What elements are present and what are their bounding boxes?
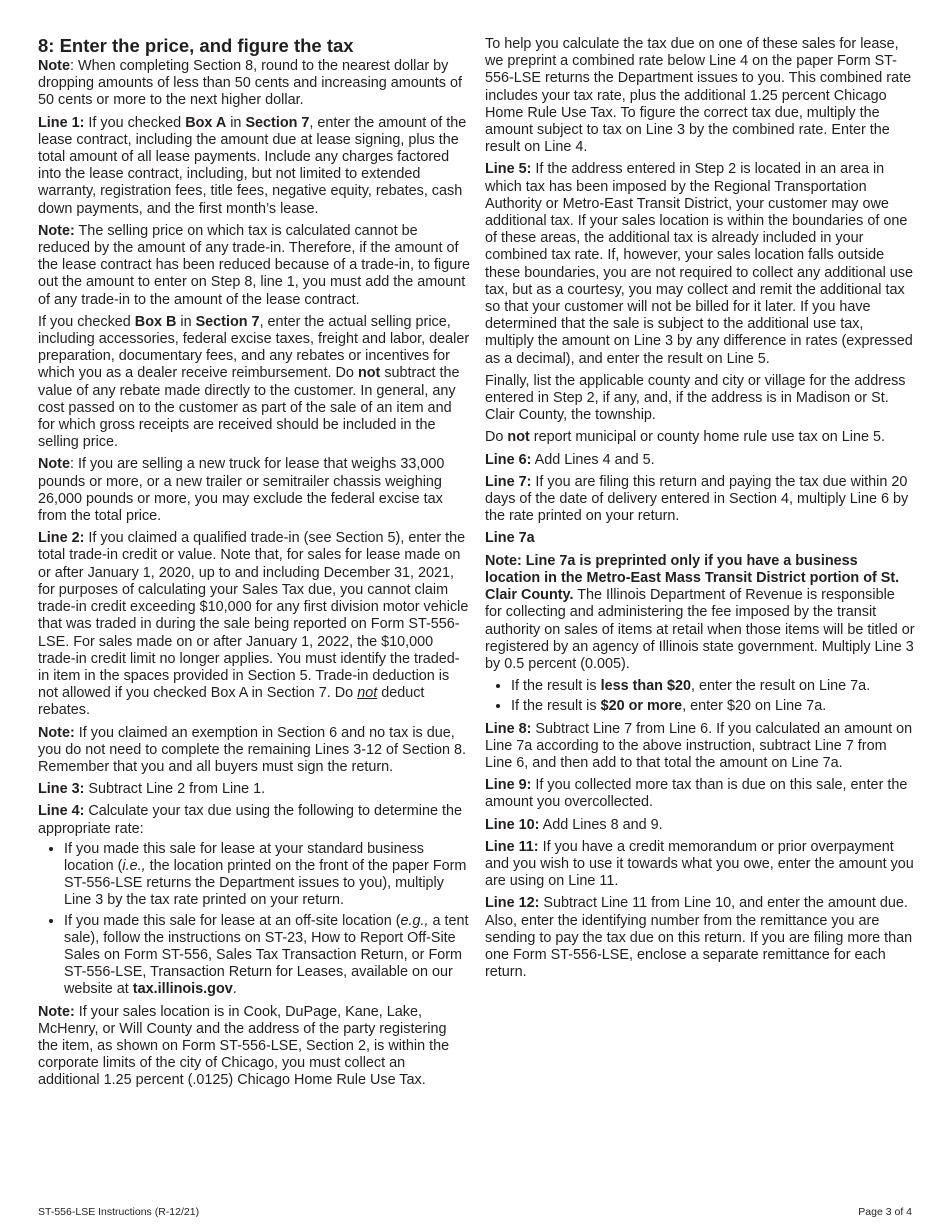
line-10-instructions: Line 10: Add Lines 8 and 9.: [485, 816, 663, 833]
note-chicago: Note: If your sales location is in Cook, DuPage, Kane, Lake, McHenry, or Will County and the address of the party registering the item, as shown on Form ST-556-LSE, Section 2, is within the corporate limits of the city of Chicago, you must collect an additional 1.25 percent (.0125) Chicago Home Rule Use Tax.: [38, 1003, 450, 1089]
box-b-instructions: If you checked Box B in Section 7, enter the actual selling price, including accessories, federal excise taxes, freight and labor, dealer preparation, documentary fees, and any rebates or incentives for which you as a dealer receive reimbursement. Do not subtract the value of any rebate made directly to the customer. In general, any cost passed on to the customer as part of the sale of an item and for which gross receipts are received should be included in the selling price.: [38, 313, 470, 451]
line-5-instructions: Line 5: If the address entered in Step 2 is located in an area in which tax has been imposed by the Regional Transportation Authority or Metro-East Transit District, your customer may owe additional tax. If your sales location is within the boundaries of one of these areas, the additional tax is already included in your combined tax rate. If, however, your sales location falls outside these boundaries, you are not required to collect any additional use tax, but as a courtesy, you may collect and remit the additional tax so that your customer will not be billed for it later. If you have determined that the sale is subject to the additional use tax, multiply the amount on Line 3 by any difference in rates (expressed as a decimal), and enter the result on Line 5.: [485, 161, 914, 367]
footer-page-number: Page 3 of 4: [858, 1206, 912, 1218]
line-9-instructions: Line 9: If you collected more tax than is due on this sale, enter the amount you overcollected.: [485, 777, 908, 811]
line-1-instructions: Line 1: If you checked Box A in Section 7, enter the amount of the lease contract, including the amount due at lease signing, plus the total amount of all lease payments. Include any charges factored into the lease contract, including, but not limited to extended warranty, registration fees, title fees, negative equity, rebates, cash down payments, and the first month’s lease.: [38, 114, 467, 217]
note-truck: Note: If you are selling a new truck for lease that weighs 33,000 pounds or more, or a new trailer or semitrailer chassis weighing 26,000 pounds or more, you may exclude the federal excise tax from the total price.: [38, 456, 445, 525]
website-link[interactable]: tax.illinois.gov: [132, 981, 233, 998]
line-12-instructions: Line 12: Subtract Line 11 from Line 10, and enter the amount due. Also, enter the identifying number from the remittance you are sending to pay the tax due on this return. If you are filing more than one Form ST-556-LSE, enclose a separate remittance for each return.: [485, 895, 913, 981]
left-column: [38, 36, 470, 1095]
list-item: • If you made this sale for lease at your standard business location (i.e., the location printed on the front of the paper Form ST-556-LSE returns the Department issues to you), multiply Line 3 by the tax rate printed on your return.: [64, 841, 470, 910]
note-exemption: Note: If you claimed an exemption in Section 6 and no tax is due, you do not need to complete the remaining Lines 3-12 of Section 8. Remember that you and all buyers must sign the return.: [38, 724, 467, 775]
section-title: 8: Enter the price, and figure the tax: [38, 35, 354, 56]
line-7a-instructions: Note: Line 7a is preprinted only if you have a business location in the Metro-East Mass Transit District portion of St. Clair County. The Illinois Department of Revenue is responsible for collecting and administering the fee imposed by the transit authority on sales of items at retail when those items will be titled or registered by an agency of Illinois state government. Multiply Line 3 by 0.5 percent (0.005).: [485, 552, 915, 672]
list-item: • If you made this sale for lease at an off-site location (e.g., a tent sale), follow the instructions on ST-23, How to Report Off-Site Sales on Form ST-556, Sales Tax Transaction Return, or Form ST-556-LSE, Transaction Return for Leases, available on our website at tax.illinois.gov.: [64, 913, 470, 999]
line-7a-bullet-list: [485, 678, 915, 715]
do-not-report: Do not report municipal or county home rule use tax on Line 5.: [485, 429, 885, 446]
list-item: • If the result is less than $20, enter the result on Line 7a.: [511, 678, 915, 695]
line-4-bullet-list: [38, 841, 470, 999]
note-trade-in: Note: The selling price on which tax is calculated cannot be reduced by the amount of any trade-in. Therefore, if the amount of the lease contract has been reduced because of a trade-in, to figure out the amount to enter on Step 8, line 1, you must add the amount of any trade-in to the amount of the lease contract.: [38, 222, 471, 308]
line-6-instructions: Line 6: Add Lines 4 and 5.: [485, 451, 655, 468]
footer-form-id: ST-556-LSE Instructions (R-12/21): [38, 1206, 200, 1218]
line-7-instructions: Line 7: If you are filing this return and paying the tax due within 20 days of the date of delivery entered in Section 4, multiply Line 6 by the rate printed on your return.: [485, 473, 909, 525]
combined-rate-intro: To help you calculate the tax due on one of these sales for lease, we preprint a combined rate below Line 4 on the paper Form ST-556-LSE returns the Department issues to you. This combined rate includes your tax rate, plus the additional 1.25 percent Chicago Home Rule Use Tax. To figure the correct tax due, multiply the amount subject to tax on Line 3 by the combined rate. Enter the result on Line 4.: [485, 36, 912, 156]
county-city-instructions: Finally, list the applicable county and city or village for the address entered in Step 2, if any, and, if the address is in Madison or St. Clair County, the township.: [485, 372, 906, 424]
note-rounding: Note: When completing Section 8, round to the nearest dollar by dropping amounts of less than 50 cents and increasing amounts of 50 cents or more to the next higher dollar.: [38, 58, 462, 109]
line-11-instructions: Line 11: If you have a credit memorandum or prior overpayment and you wish to use it towards what you owe, enter the amount you are using on Line 11.: [485, 838, 914, 890]
line-8-instructions: Line 8: Subtract Line 7 from Line 6. If you calculated an amount on Line 7a according to the above instruction, subtract Line 7 from Line 6, and then add to that total the amount on Line 7a.: [485, 720, 913, 771]
line-4-instructions: Line 4: Calculate your tax due using the following to determine the appropriate rate:: [38, 803, 462, 837]
line-2-instructions: Line 2: If you claimed a qualified trade-in (see Section 5), enter the total trade-in credit or value. Note that, for sales for lease made on or after January 1, 2020, up to and including December 31, 2021, for purposes of calculating your Sales Tax due, you cannot claim trade-in credit exceeding $10,000 for any first division motor vehicle that was traded in during the sale being reported on Form ST-556-LSE. For sales made on or after January 1, 2022, the $10,000 trade-in credit limit no longer applies. You must identify the traded-in item in the spaces provided in Section 5. Trade-in deduction is not allowed if you checked Box A in Section 7. Do not deduct rebates.: [38, 530, 469, 719]
list-item: • If the result is $20 or more, enter $20 on Line 7a.: [511, 698, 915, 715]
right-column: [485, 36, 915, 986]
line-3-instructions: Line 3: Subtract Line 2 from Line 1.: [38, 781, 266, 798]
line-7a-heading: Line 7a: [485, 530, 535, 547]
